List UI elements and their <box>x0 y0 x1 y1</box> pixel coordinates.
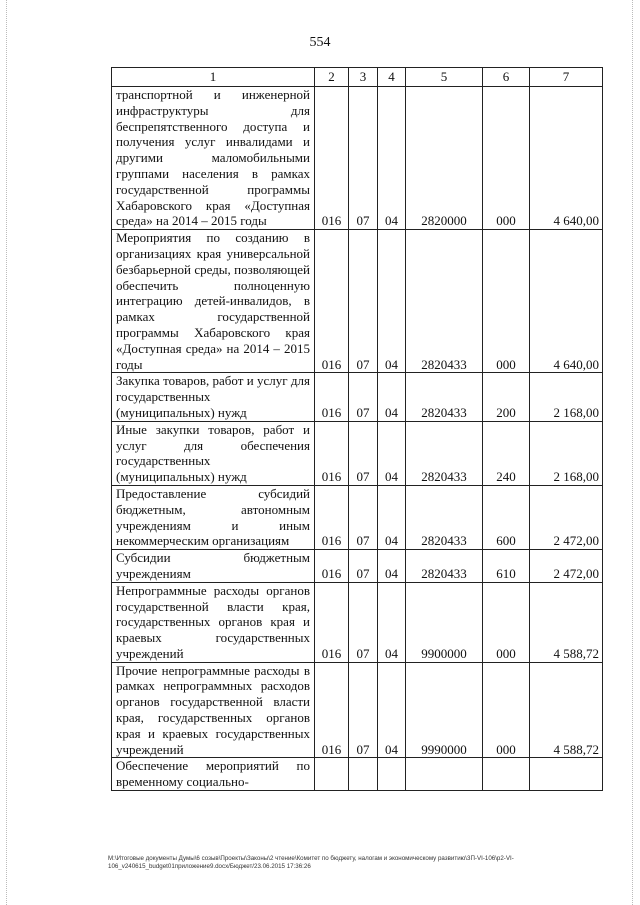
expense-name: Иные закупки товаров, работ и услуг для обеспечения государственных (муниципальных) нужд <box>112 421 315 485</box>
target-article-code: 2820433 <box>406 485 483 549</box>
section-code <box>349 758 378 791</box>
ministry-code <box>315 758 349 791</box>
table-row <box>112 230 603 373</box>
ministry-code: 016 <box>315 230 349 373</box>
amount: 4 588,72 <box>530 582 603 662</box>
target-article-code: 2820000 <box>406 87 483 230</box>
header-row <box>112 68 603 87</box>
page-number: 554 <box>309 35 331 50</box>
amount: 4 640,00 <box>530 230 603 373</box>
column-header: 2 <box>315 68 349 87</box>
scan-edge-left <box>6 0 7 905</box>
subsection-code: 04 <box>378 373 406 421</box>
subsection-code: 04 <box>378 87 406 230</box>
ministry-code: 016 <box>315 550 349 583</box>
expense-type-code: 000 <box>483 662 530 758</box>
expense-type-code: 610 <box>483 550 530 583</box>
table-row <box>112 550 603 583</box>
subsection-code: 04 <box>378 421 406 485</box>
column-header: 4 <box>378 68 406 87</box>
column-header: 1 <box>112 68 315 87</box>
column-header: 5 <box>406 68 483 87</box>
expense-name: Предоставление субсидий бюджетным, автономным учреждениям и иным некоммерческим организациям <box>112 485 315 549</box>
section-code: 07 <box>349 230 378 373</box>
ministry-code: 016 <box>315 421 349 485</box>
target-article-code <box>406 758 483 791</box>
amount: 2 472,00 <box>530 550 603 583</box>
subsection-code: 04 <box>378 582 406 662</box>
expense-name: Субсидии бюджетным учреждениям <box>112 550 315 583</box>
target-article-code: 9990000 <box>406 662 483 758</box>
amount: 2 472,00 <box>530 485 603 549</box>
table-row <box>112 485 603 549</box>
amount: 4 640,00 <box>530 87 603 230</box>
section-code: 07 <box>349 582 378 662</box>
section-code: 07 <box>349 87 378 230</box>
expense-name: Обеспечение мероприятий по временному социально- <box>112 758 315 791</box>
column-header: 6 <box>483 68 530 87</box>
subsection-code <box>378 758 406 791</box>
target-article-code: 2820433 <box>406 421 483 485</box>
subsection-code: 04 <box>378 550 406 583</box>
ministry-code: 016 <box>315 87 349 230</box>
section-code: 07 <box>349 485 378 549</box>
file-path-footer: M:\Итоговые документы Думы\6 созыв\Проекты\Законы\2 чтение\Комитет по бюджету, налогам и экономическому развитию\3П-VI-106\р2-VI-106_v240615_budget01приложение9.docx/Бюджет/23.06.2015 17:36:26 <box>108 855 514 870</box>
target-article-code: 2820433 <box>406 230 483 373</box>
table-row <box>112 758 603 791</box>
expense-type-code: 000 <box>483 87 530 230</box>
expense-type-code <box>483 758 530 791</box>
subsection-code: 04 <box>378 662 406 758</box>
expense-name: Закупка товаров, работ и услуг для государственных (муниципальных) нужд <box>112 373 315 421</box>
expense-type-code: 240 <box>483 421 530 485</box>
ministry-code: 016 <box>315 582 349 662</box>
target-article-code: 2820433 <box>406 550 483 583</box>
expense-type-code: 000 <box>483 230 530 373</box>
column-header: 3 <box>349 68 378 87</box>
budget-table <box>111 67 603 791</box>
expense-name: Мероприятия по созданию в организациях края универсальной безбарьерной среды, позволяющей обеспечить полноценную интеграцию детей-инвалидов, в рамках государственной программы Хабаровского края «Доступная среда» на 2014 – 2015 годы <box>112 230 315 373</box>
subsection-code: 04 <box>378 485 406 549</box>
expense-name: Прочие непрограммные расходы в рамках непрограммных расходов органов государственной власти края, государственных органов края и краевых государственных учреждений <box>112 662 315 758</box>
section-code: 07 <box>349 550 378 583</box>
section-code: 07 <box>349 662 378 758</box>
amount: 4 588,72 <box>530 662 603 758</box>
section-code: 07 <box>349 373 378 421</box>
section-code: 07 <box>349 421 378 485</box>
expense-type-code: 000 <box>483 582 530 662</box>
column-header: 7 <box>530 68 603 87</box>
subsection-code: 04 <box>378 230 406 373</box>
table-row <box>112 87 603 230</box>
scan-edge-right <box>632 0 633 905</box>
target-article-code: 2820433 <box>406 373 483 421</box>
ministry-code: 016 <box>315 485 349 549</box>
expense-type-code: 200 <box>483 373 530 421</box>
ministry-code: 016 <box>315 662 349 758</box>
expense-name: транспортной и инженерной инфраструктуры для беспрепятственного доступа и получения услуг инвалидами и другими маломобильными группами населения в рамках государственной программы Хабаровского края «Доступная среда» на 2014 – 2015 годы <box>112 87 315 230</box>
expense-name: Непрограммные расходы органов государственной власти края, государственных органов края и краевых государственных учреждений <box>112 582 315 662</box>
table-row <box>112 373 603 421</box>
amount <box>530 758 603 791</box>
amount: 2 168,00 <box>530 421 603 485</box>
table-row <box>112 421 603 485</box>
ministry-code: 016 <box>315 373 349 421</box>
amount: 2 168,00 <box>530 373 603 421</box>
target-article-code: 9900000 <box>406 582 483 662</box>
expense-type-code: 600 <box>483 485 530 549</box>
table-row <box>112 582 603 662</box>
table-row <box>112 662 603 758</box>
